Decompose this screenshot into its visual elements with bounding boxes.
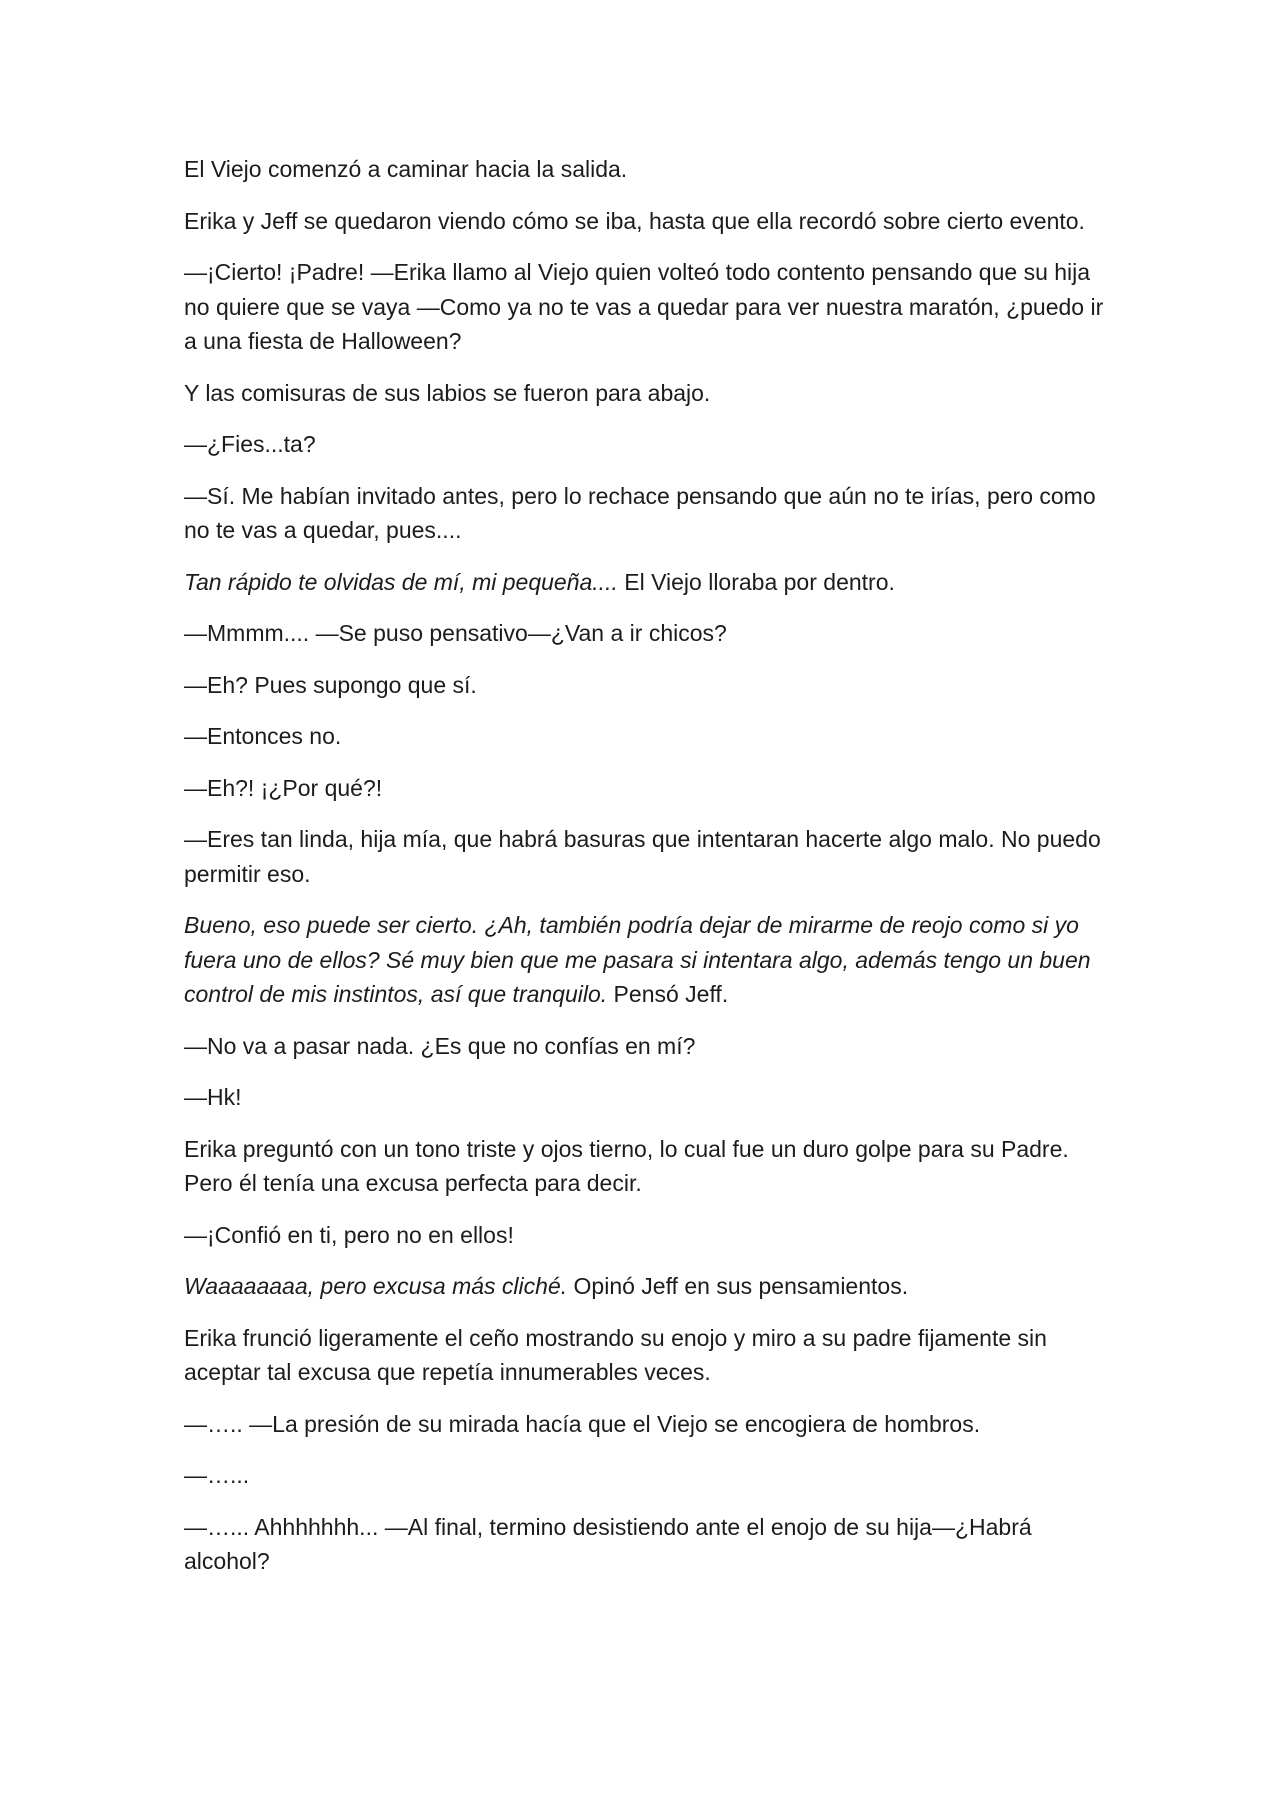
- paragraph-text: —¡Cierto! ¡Padre! —Erika llamo al Viejo quien volteó todo contento pensando que su hija no quiere que se vaya —Como ya no te vas a quedar para ver nuestra maratón, ¿puedo ir a una fiesta de Halloween?: [184, 259, 1110, 354]
- paragraph-text: —….. —La presión de su mirada hacía que el Viejo se encogiera de hombros.: [184, 1410, 981, 1437]
- paragraph: [184, 376, 1114, 411]
- paragraph: [184, 1510, 1114, 1579]
- paragraph: [184, 668, 1114, 703]
- paragraph: [184, 719, 1114, 754]
- paragraph-text: —Eh? Pues supongo que sí.: [184, 671, 477, 698]
- paragraph-text: Pensó Jeff.: [607, 981, 729, 1007]
- paragraph-text: —…... Ahhhhhhh... —Al final, termino desistiendo ante el enojo de su hija—¿Habrá alcohol?: [184, 1513, 1039, 1574]
- paragraph: [184, 204, 1114, 239]
- paragraph-text: —¿Fies...ta?: [184, 431, 316, 457]
- paragraph-text: Erika preguntó con un tono triste y ojos tierno, lo cual fue un duro golpe para su Padre. Pero él tenía una excusa perfecta para decir.: [184, 1135, 1076, 1196]
- paragraph-text: —¡Confió en ti, pero no en ellos!: [184, 1221, 514, 1248]
- paragraph: [184, 565, 1114, 600]
- paragraph: [184, 616, 1114, 651]
- paragraph: [184, 771, 1114, 806]
- paragraph-text: Erika y Jeff se quedaron viendo cómo se iba, hasta que ella recordó sobre cierto evento.: [184, 207, 1085, 234]
- paragraph-text: —…...: [184, 1462, 250, 1488]
- paragraph: [184, 152, 1114, 187]
- paragraph: [184, 822, 1114, 891]
- paragraph-text: —Sí. Me habían invitado antes, pero lo rechace pensando que aún no te irías, pero como no te vas a quedar, pues....: [184, 482, 1103, 543]
- paragraph-text: —Entonces no.: [184, 723, 342, 749]
- paragraph: [184, 1132, 1114, 1201]
- thought-text: Waaaaaaaa, pero excusa más cliché.: [184, 1273, 568, 1299]
- paragraph-text: —Eh?! ¡¿Por qué?!: [184, 774, 383, 801]
- paragraph-text: —Eres tan linda, hija mía, que habrá basuras que intentaran hacerte algo malo. No puedo permitir eso.: [184, 826, 1108, 887]
- paragraph: [184, 1218, 1114, 1253]
- paragraph-text: Y las comisuras de sus labios se fueron para abajo.: [184, 379, 711, 406]
- paragraph-text: El Viejo lloraba por dentro.: [617, 568, 895, 595]
- paragraph: [184, 1029, 1114, 1064]
- paragraph-text: —No va a pasar nada. ¿Es que no confías en mí?: [184, 1032, 696, 1059]
- paragraph-text: El Viejo comenzó a caminar hacia la salida.: [184, 156, 628, 182]
- paragraph: [184, 427, 1114, 462]
- paragraph: [184, 1269, 1114, 1304]
- paragraph: [184, 1407, 1114, 1442]
- paragraph: [184, 479, 1114, 548]
- paragraph: [184, 908, 1114, 1012]
- paragraph: [184, 255, 1114, 359]
- paragraph-text: —Hk!: [184, 1084, 242, 1110]
- paragraph: [184, 1458, 1114, 1493]
- paragraph-text: Opinó Jeff en sus pensamientos.: [567, 1273, 909, 1299]
- paragraph: [184, 1321, 1114, 1390]
- paragraph-text: Erika frunció ligeramente el ceño mostrando su enojo y miro a su padre fijamente sin aceptar tal excusa que repetía innumerables veces.: [184, 1324, 1054, 1385]
- paragraph: [184, 1080, 1114, 1115]
- document-page: [184, 152, 1114, 1596]
- thought-text: Tan rápido te olvidas de mí, mi pequeña....: [184, 568, 618, 595]
- paragraph-text: —Mmmm.... —Se puso pensativo—¿Van a ir chicos?: [184, 620, 727, 646]
- thought-text: Bueno, eso puede ser cierto. ¿Ah, también podría dejar de mirarme de reojo como si yo fuera uno de ellos? Sé muy bien que me pasara si intentara algo, además tengo un buen control de mis instintos, así que tranquilo.: [184, 912, 1097, 1007]
